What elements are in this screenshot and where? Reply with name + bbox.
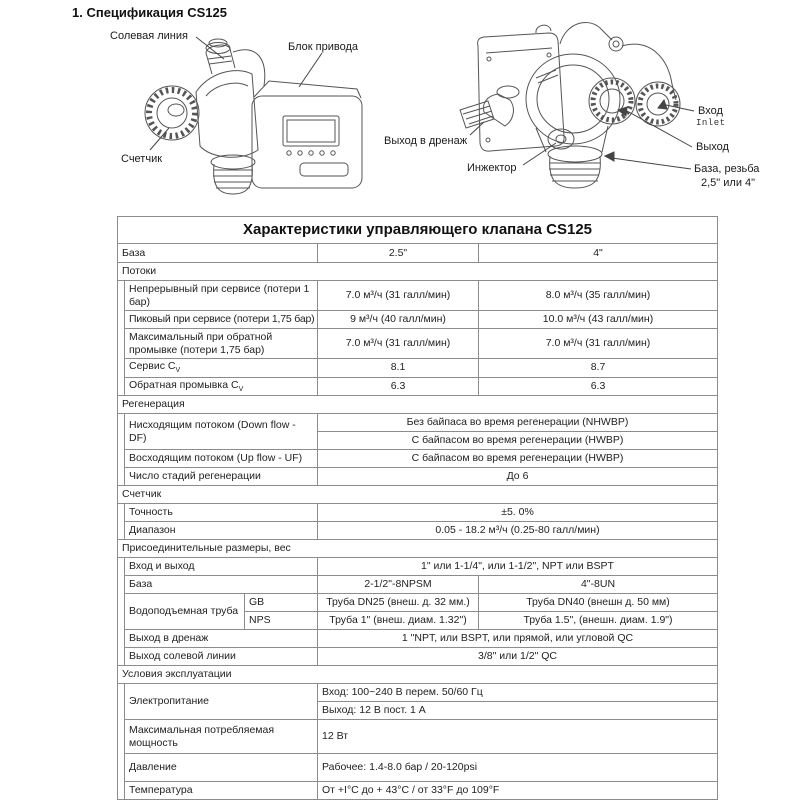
- row-flow-continuous: Непрерывный при сервисе (потери 1 бар) 7.0 м³/ч (31 галл/мин) 8.0 м³/ч (35 галл/мин): [118, 281, 718, 311]
- header-label: База: [118, 244, 318, 263]
- row-backwash-cv: Обратная промывка $C_V$ 6.3 6.3: [118, 377, 718, 396]
- row-pressure: Давление Рабочее: 1.4-8.0 бар / 20-120psi: [118, 754, 718, 782]
- label-base-thread-1: База, резьба: [694, 163, 760, 175]
- row-down-flow-2: С байпасом во время регенерации (HWBP): [118, 432, 718, 450]
- header-col-2.5: 2.5": [318, 244, 479, 263]
- row-base-thread: База 2-1/2"-8NPSM 4"-8UN: [118, 576, 718, 594]
- valve-front-view: [145, 39, 362, 194]
- row-range: Диапазон 0.05 - 18.2 м³/ч (0.25-80 галл/мин): [118, 522, 718, 540]
- label-brine-line: Солевая линия: [110, 30, 188, 42]
- section-dimensions: Присоединительные размеры, вес: [118, 540, 718, 558]
- row-flow-backwash-max: Максимальный при обратной промывке (потери 1,75 бар) 7.0 м³/ч (31 галл/мин) 7.0 м³/ч (31 галл/мин): [118, 329, 718, 359]
- section-meter: Счетчик: [118, 486, 718, 504]
- row-max-power: Максимальная потребляемая мощность 12 Вт: [118, 720, 718, 754]
- row-riser-gb: Водоподъемная труба GB Труба DN25 (внеш. д. 32 мм.) Труба DN40 (внешн д. 50 мм): [118, 594, 718, 612]
- table-title-row: [118, 217, 718, 244]
- row-base-header: [118, 244, 718, 263]
- section-flows: Потоки: [118, 263, 718, 281]
- table-title: Характеристики управляющего клапана CS125: [118, 217, 718, 244]
- callout-lines-rear: [470, 100, 694, 169]
- label-outlet: Выход: [696, 141, 729, 153]
- label-inlet-ru: Вход: [698, 105, 723, 117]
- section-operating: Условия эксплуатации: [118, 666, 718, 684]
- label-meter: Счетчик: [121, 153, 163, 165]
- section-regeneration: Регенерация: [118, 396, 718, 414]
- row-power-output: Выход: 12 В пост. 1 А: [118, 702, 718, 720]
- row-service-cv: Сервис $C_V$ 8.1 8.7: [118, 359, 718, 378]
- label-drain-out: Выход в дренаж: [384, 135, 468, 147]
- row-regen-stages: Число стадий регенерации До 6: [118, 468, 718, 486]
- row-accuracy: Точность ±5. 0%: [118, 504, 718, 522]
- row-temperature: Температура От +I°C до + 43°C / от 33°F до 109°F: [118, 782, 718, 800]
- row-power-input: Электропитание Вход: 100~240 В перем. 50/60 Гц: [118, 684, 718, 702]
- spec-table: [117, 216, 718, 800]
- row-riser-nps: NPS Труба 1" (внеш. диам. 1.32") Труба 1.5", (внешн. диам. 1.9"): [118, 612, 718, 630]
- row-drain-outlet: Выход в дренаж 1 "NPT, или BSPT, или прямой, или угловой QC: [118, 630, 718, 648]
- row-up-flow: Восходящим потоком (Up flow - UF) С байпасом во время регенерации (HWBP): [118, 450, 718, 468]
- page-title: 1. Спецификация CS125: [72, 5, 227, 20]
- row-flow-peak: Пиковый при сервисе (потери 1,75 бар) 9 м³/ч (40 галл/мин) 10.0 м³/ч (43 галл/мин): [118, 311, 718, 329]
- label-injector: Инжектор: [467, 162, 517, 174]
- label-inlet-en: Inlet: [696, 118, 726, 128]
- row-brine-outlet: Выход солевой линии 3/8" или 1/2" QC: [118, 648, 718, 666]
- label-drive-unit: Блок привода: [288, 41, 358, 53]
- label-base-thread-2: 2,5" или 4": [701, 177, 756, 189]
- row-down-flow: Нисходящим потоком (Down flow - DF) Без байпаса во время регенерации (NHWBP): [118, 414, 718, 432]
- header-col-4: 4": [479, 244, 718, 263]
- row-inlet-outlet: Вход и выход 1" или 1-1/4", или 1-1/2", NPT или BSPT: [118, 558, 718, 576]
